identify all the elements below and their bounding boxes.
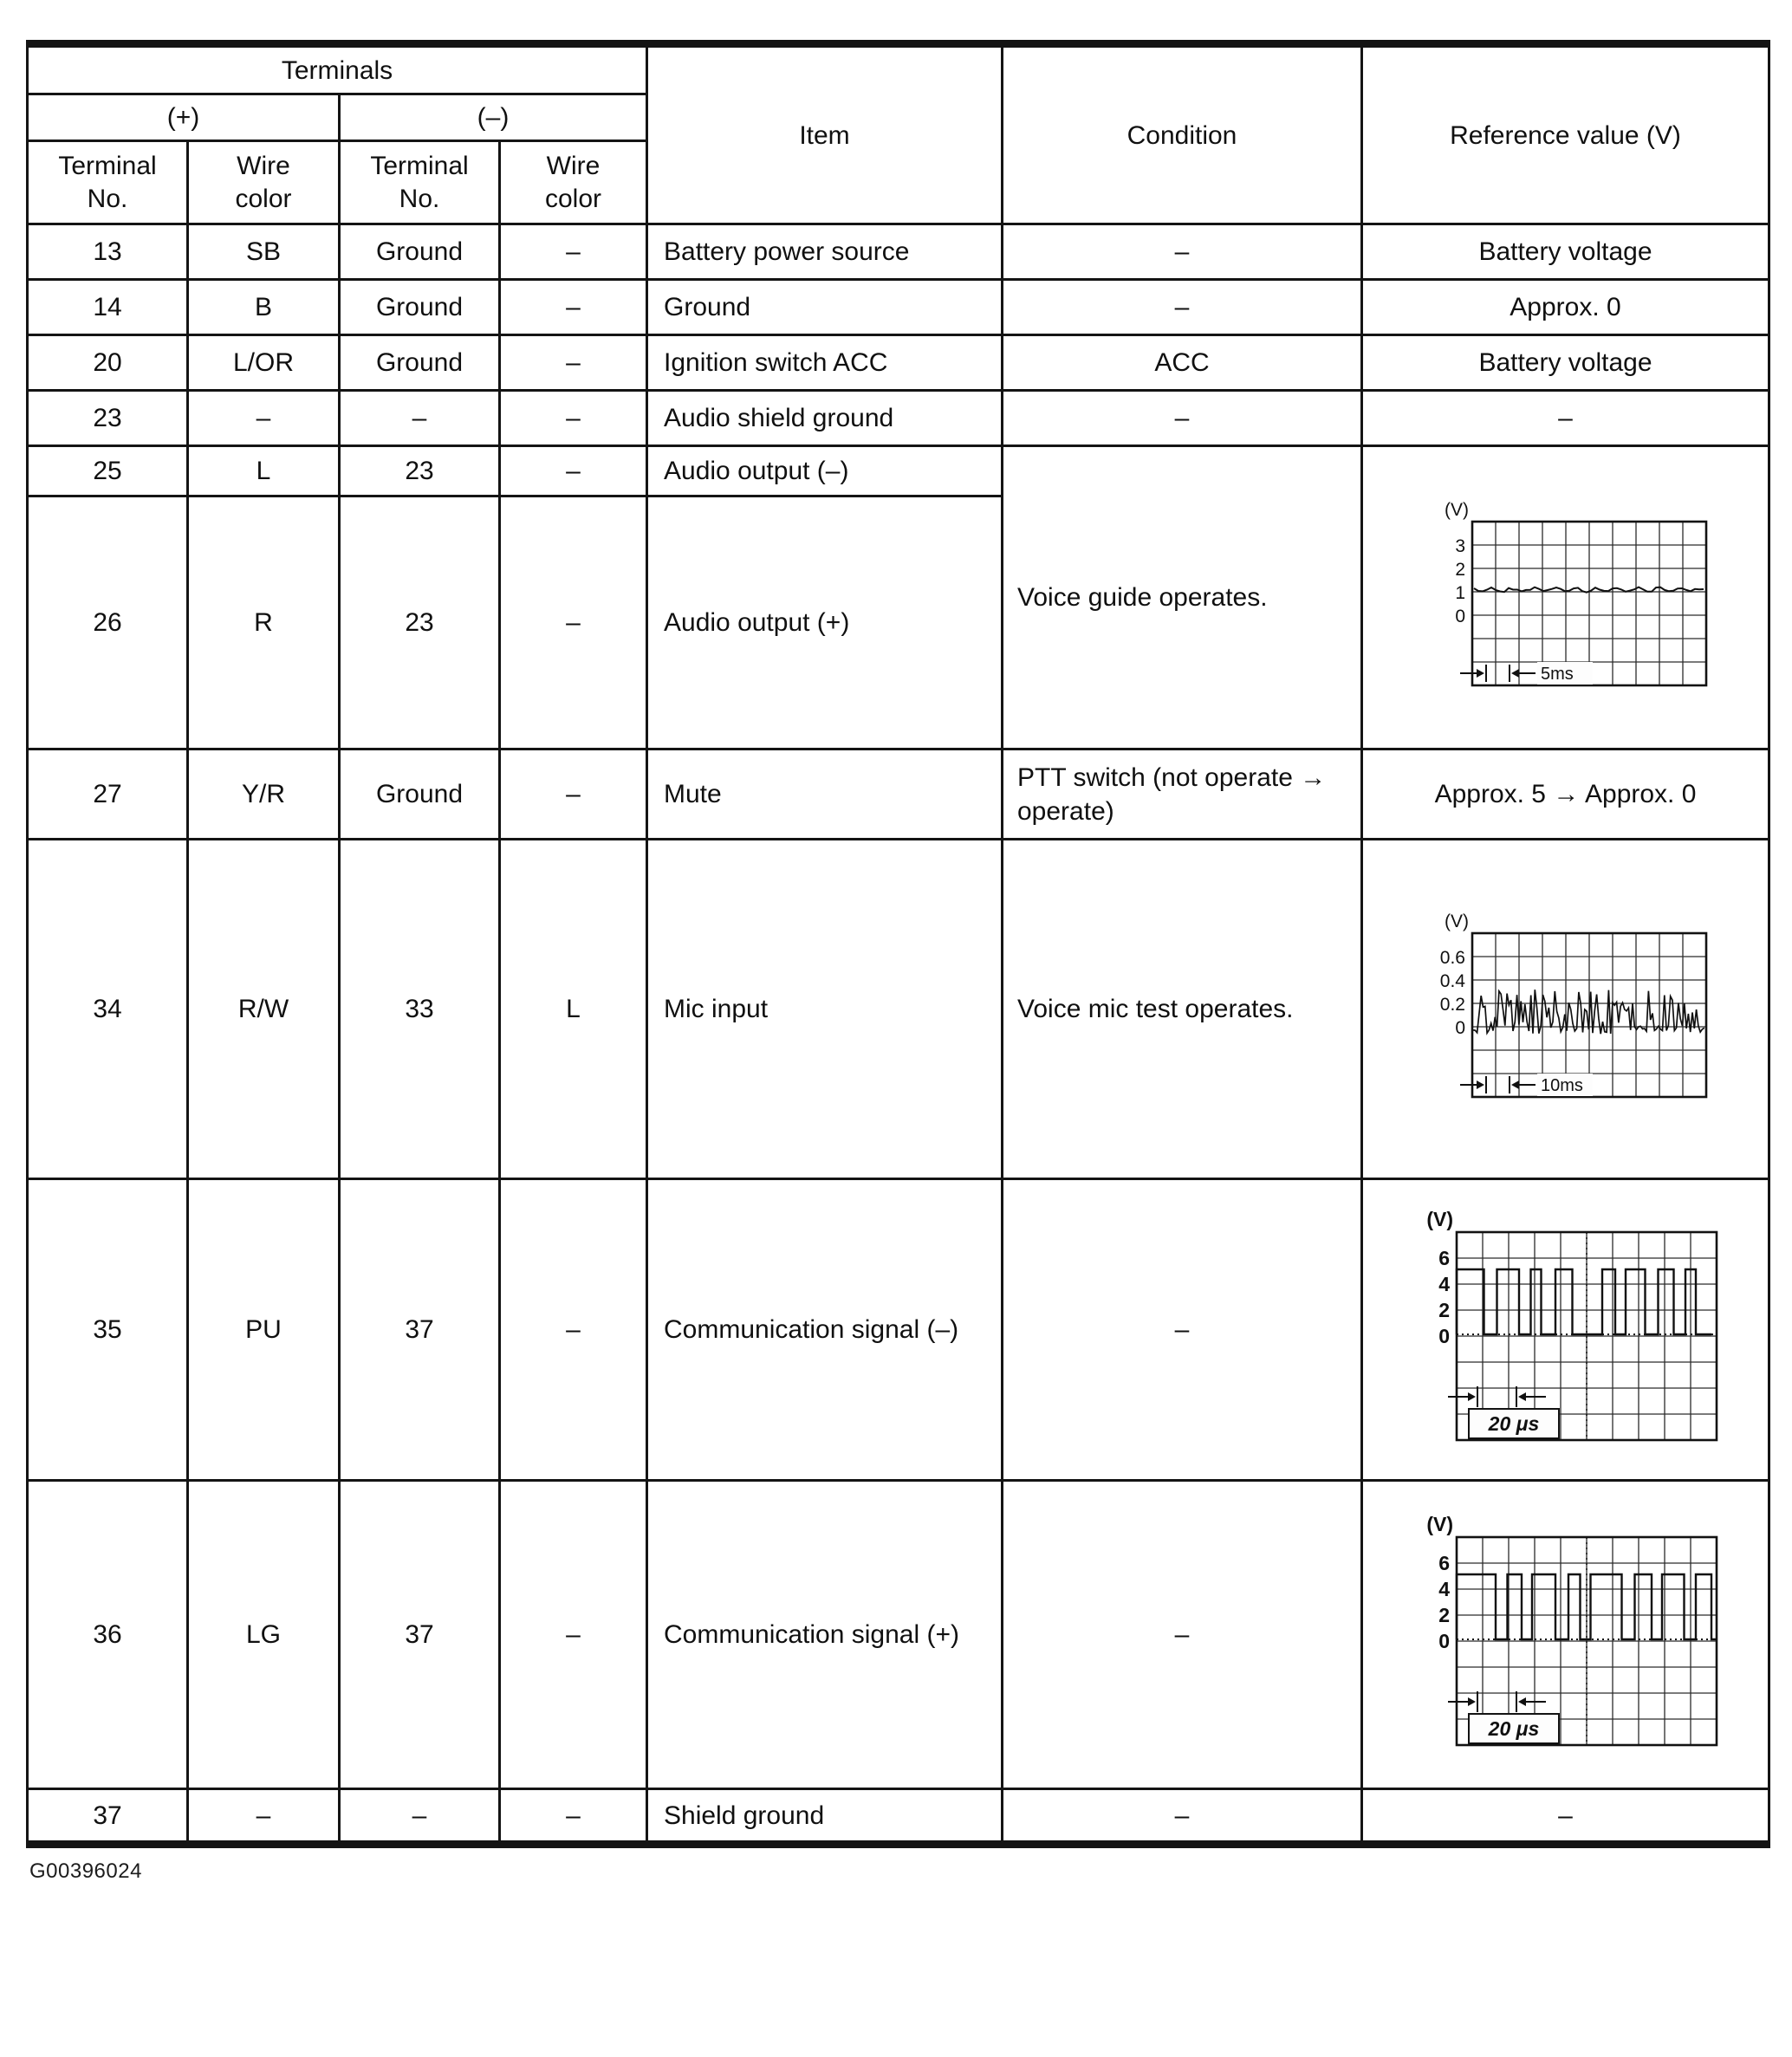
table-row-23	[28, 391, 1769, 446]
svg-text:20 μs: 20 μs	[1488, 1716, 1539, 1740]
table-row-34	[28, 840, 1769, 1179]
cell-plus-terminal: 35	[28, 1179, 188, 1481]
cell-plus-wire: LG	[188, 1481, 340, 1789]
cell-minus-wire: L	[500, 840, 647, 1179]
svg-text:0: 0	[1454, 607, 1465, 626]
svg-text:(V): (V)	[1425, 1514, 1453, 1535]
cell-plus-wire: –	[188, 1789, 340, 1845]
cell-minus-wire: –	[500, 224, 647, 280]
cell-item: Battery power source	[647, 224, 1003, 280]
cell-plus-wire: R/W	[188, 840, 340, 1179]
cell-plus-wire: SB	[188, 224, 340, 280]
figure-code: G00396024	[29, 1859, 142, 1883]
cell-plus-wire: B	[188, 280, 340, 335]
cell-minus-terminal: Ground	[340, 335, 500, 391]
svg-text:2: 2	[1438, 1603, 1450, 1626]
cell-condition: –	[1003, 1789, 1362, 1845]
cell-item: Audio output (+)	[647, 496, 1003, 749]
table-row-35	[28, 1179, 1769, 1481]
svg-text:5ms: 5ms	[1540, 665, 1574, 684]
svg-text:0.2: 0.2	[1439, 995, 1465, 1015]
table-row-36	[28, 1481, 1769, 1789]
scope-grid	[1408, 1515, 1724, 1755]
header-row-terminals	[28, 44, 1769, 94]
svg-text:0: 0	[1438, 1324, 1450, 1347]
svg-text:0.6: 0.6	[1439, 948, 1465, 968]
cell-plus-terminal: 13	[28, 224, 188, 280]
cell-plus-terminal: 37	[28, 1789, 188, 1845]
table-row-14	[28, 280, 1769, 335]
cell-plus-wire: PU	[188, 1179, 340, 1481]
manual-page	[26, 40, 1770, 1848]
cell-minus-wire: –	[500, 446, 647, 496]
svg-text:0: 0	[1454, 1018, 1465, 1038]
svg-text:4: 4	[1438, 1272, 1450, 1295]
cell-reference: Battery voltage	[1362, 224, 1769, 280]
svg-text:1: 1	[1454, 583, 1465, 603]
cell-condition: ACC	[1003, 335, 1362, 391]
minus-wire-color-header: Wire color	[500, 141, 647, 224]
cell-condition: –	[1003, 280, 1362, 335]
cell-minus-wire: –	[500, 1481, 647, 1789]
cell-item: Audio shield ground	[647, 391, 1003, 446]
cell-item: Mute	[647, 749, 1003, 840]
oscilloscope-communication-minus	[1372, 1210, 1759, 1450]
cell-item: Communication signal (–)	[647, 1179, 1003, 1481]
oscilloscope-communication-plus	[1372, 1515, 1759, 1755]
cell-minus-wire: –	[500, 1789, 647, 1845]
svg-text:4: 4	[1438, 1577, 1450, 1600]
cell-condition: PTT switch (not operate → operate)	[1003, 749, 1362, 840]
table-row-13	[28, 224, 1769, 280]
cell-plus-wire: R	[188, 496, 340, 749]
cell-minus-wire: –	[500, 496, 647, 749]
svg-text:20 μs: 20 μs	[1488, 1411, 1539, 1435]
cell-item: Audio output (–)	[647, 446, 1003, 496]
svg-text:0.4: 0.4	[1439, 971, 1465, 991]
cell-plus-terminal: 25	[28, 446, 188, 496]
terminal-reference-table	[26, 40, 1770, 1848]
table-row-27	[28, 749, 1769, 840]
cell-item: Communication signal (+)	[647, 1481, 1003, 1789]
cell-reference: –	[1362, 391, 1769, 446]
condition-header: Condition	[1003, 44, 1362, 224]
cell-condition: –	[1003, 391, 1362, 446]
svg-text:(V): (V)	[1425, 1209, 1453, 1230]
cell-minus-wire: –	[500, 749, 647, 840]
cell-item: Shield ground	[647, 1789, 1003, 1845]
table-row-37	[28, 1789, 1769, 1845]
cell-minus-terminal: 37	[340, 1481, 500, 1789]
svg-text:(V): (V)	[1444, 500, 1469, 520]
cell-plus-terminal: 23	[28, 391, 188, 446]
plus-wire-color-header: Wire color	[188, 141, 340, 224]
cell-reference	[1362, 446, 1769, 749]
cell-reference: Approx. 5 → Approx. 0	[1362, 749, 1769, 840]
svg-text:(V): (V)	[1444, 912, 1469, 931]
cell-item: Ignition switch ACC	[647, 335, 1003, 391]
cell-plus-terminal: 14	[28, 280, 188, 335]
svg-text:10ms: 10ms	[1540, 1076, 1583, 1095]
cell-plus-terminal: 34	[28, 840, 188, 1179]
cell-item: Mic input	[647, 840, 1003, 1179]
cell-minus-wire: –	[500, 391, 647, 446]
svg-text:2: 2	[1438, 1298, 1450, 1321]
minus-terminal-no-header: Terminal No.	[340, 141, 500, 224]
scope-grid	[1419, 911, 1713, 1107]
minus-header: (–)	[340, 94, 647, 141]
cell-reference: Battery voltage	[1362, 335, 1769, 391]
cell-reference: –	[1362, 1789, 1769, 1845]
scope-grid	[1408, 1210, 1724, 1450]
cell-condition: –	[1003, 224, 1362, 280]
cell-minus-terminal: –	[340, 1789, 500, 1845]
cell-minus-terminal: Ground	[340, 749, 500, 840]
oscilloscope-mic-input	[1372, 911, 1759, 1107]
svg-text:6: 6	[1438, 1246, 1450, 1269]
cell-reference: Approx. 0	[1362, 280, 1769, 335]
cell-plus-wire: –	[188, 391, 340, 446]
cell-minus-wire: –	[500, 280, 647, 335]
cell-item: Ground	[647, 280, 1003, 335]
cell-plus-terminal: 27	[28, 749, 188, 840]
svg-text:0: 0	[1438, 1629, 1450, 1652]
item-header: Item	[647, 44, 1003, 224]
plus-header: (+)	[28, 94, 340, 141]
cell-reference	[1362, 1179, 1769, 1481]
cell-condition: Voice guide operates.	[1003, 446, 1362, 749]
cell-condition: –	[1003, 1179, 1362, 1481]
terminals-header: Terminals	[28, 44, 647, 94]
svg-text:3: 3	[1454, 536, 1465, 556]
table-row-25	[28, 446, 1769, 496]
cell-plus-terminal: 26	[28, 496, 188, 749]
cell-minus-wire: –	[500, 335, 647, 391]
svg-text:6: 6	[1438, 1551, 1450, 1574]
cell-minus-terminal: 23	[340, 446, 500, 496]
cell-plus-terminal: 20	[28, 335, 188, 391]
cell-minus-terminal: 23	[340, 496, 500, 749]
cell-condition: Voice mic test operates.	[1003, 840, 1362, 1179]
cell-plus-wire: L/OR	[188, 335, 340, 391]
cell-plus-terminal: 36	[28, 1481, 188, 1789]
cell-reference	[1362, 840, 1769, 1179]
plus-terminal-no-header: Terminal No.	[28, 141, 188, 224]
table-row-20	[28, 335, 1769, 391]
cell-minus-terminal: –	[340, 391, 500, 446]
cell-minus-terminal: Ground	[340, 224, 500, 280]
oscilloscope-audio-output	[1372, 499, 1759, 696]
cell-minus-terminal: 37	[340, 1179, 500, 1481]
cell-condition: –	[1003, 1481, 1362, 1789]
cell-minus-wire: –	[500, 1179, 647, 1481]
cell-minus-terminal: Ground	[340, 280, 500, 335]
cell-reference	[1362, 1481, 1769, 1789]
svg-text:2: 2	[1454, 560, 1465, 580]
cell-plus-wire: Y/R	[188, 749, 340, 840]
cell-minus-terminal: 33	[340, 840, 500, 1179]
scope-grid	[1419, 499, 1713, 696]
reference-header: Reference value (V)	[1362, 44, 1769, 224]
cell-plus-wire: L	[188, 446, 340, 496]
